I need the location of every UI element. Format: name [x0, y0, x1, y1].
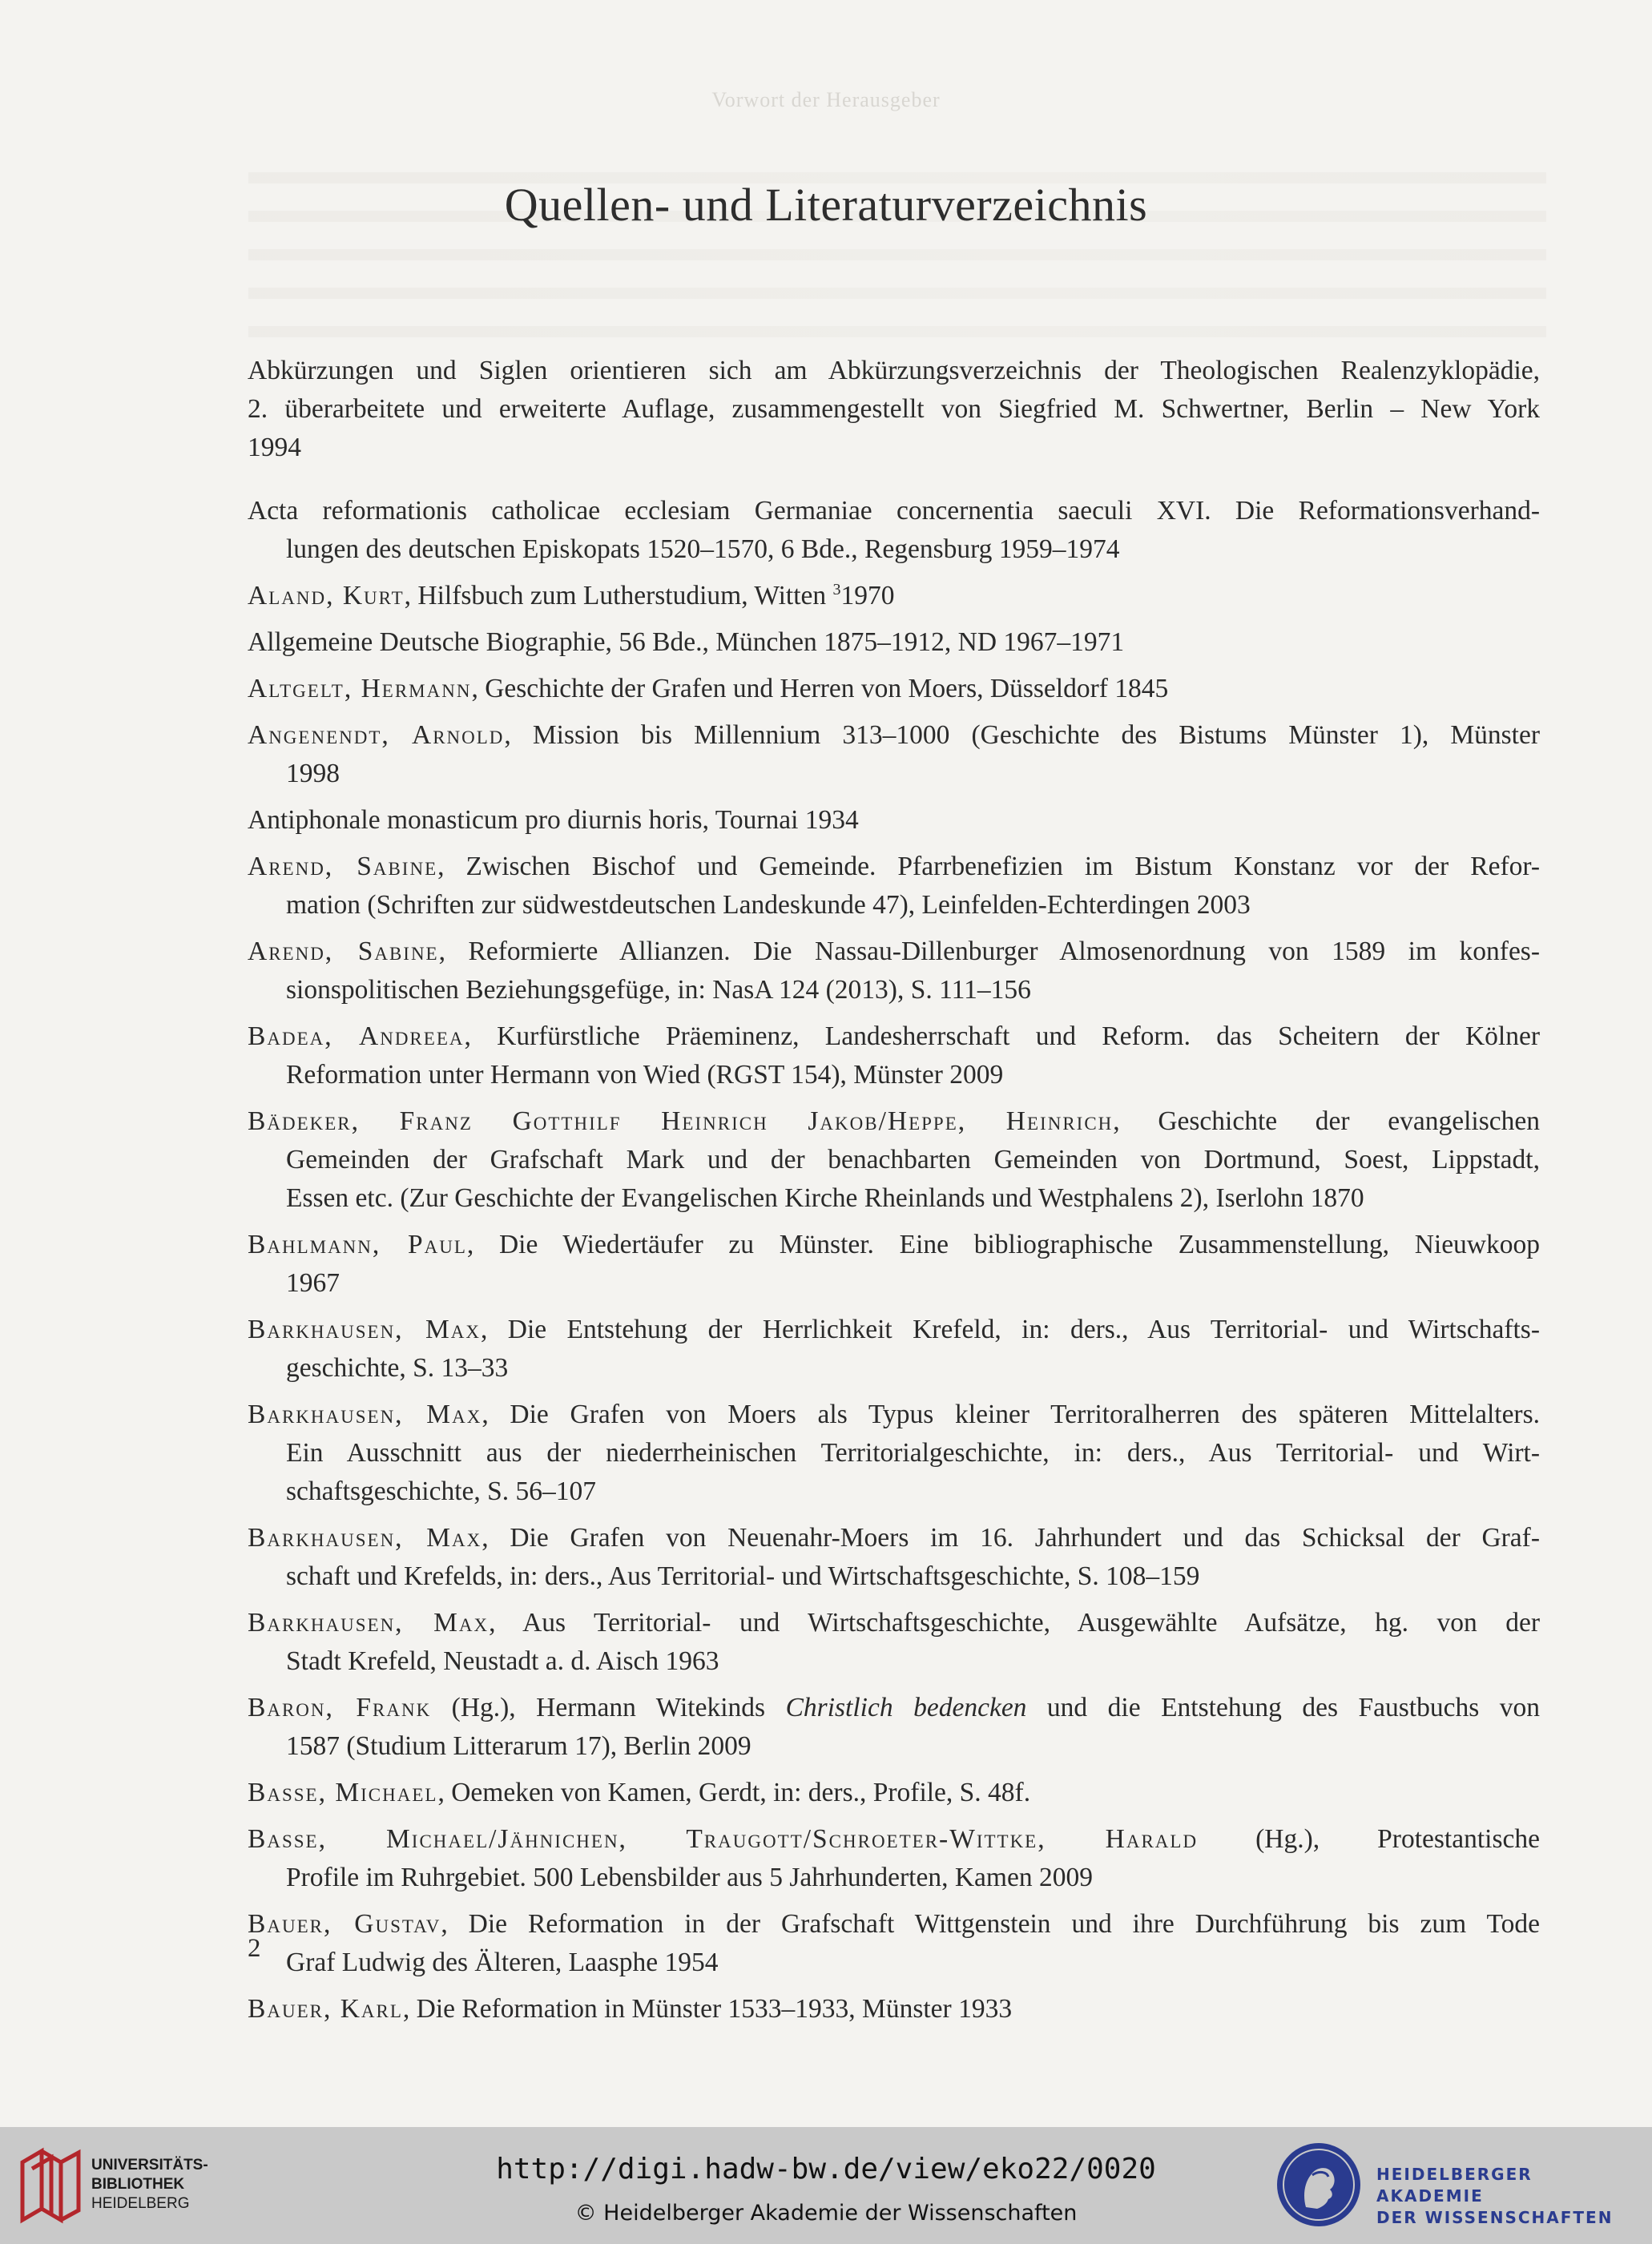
bibliography-entry	[248, 1604, 1540, 1681]
academy-logo[interactable]	[1274, 2135, 1642, 2236]
entry-line: Ein Ausschnitt aus der niederrheinischen Territorialgeschichte, in: ders., Aus Territorial- und Wirt-	[286, 1438, 1540, 1468]
entry-author: Arend, Sabine	[248, 852, 438, 881]
entry-line: Acta reformationis catholicae ecclesiam Germaniae concernentia saeculi XVI. Die Reformationsverhand-	[248, 496, 1540, 526]
entry-author: Basse, Michael/Jähnichen, Traugott/Schroeter-Wittke, Harald	[248, 1824, 1199, 1854]
bibliography-entry	[248, 1017, 1540, 1094]
bibliography-list	[248, 492, 1540, 2037]
entry-text: , Die Grafen von Moers als Typus kleiner Territoralherren des späteren Mittelalters.	[481, 1400, 1541, 1429]
entry-text: , Geschichte der evangelischen	[1113, 1106, 1541, 1136]
entry-text: und die Entstehung des Faustbuchs von	[1026, 1693, 1540, 1722]
bibliography-entry	[248, 801, 1540, 840]
entry-text: , Kurfürstliche Präeminenz, Landesherrschaft und Reform. das Scheitern der Kölner	[464, 1021, 1540, 1051]
entry-italic-title: Christlich bedencken	[785, 1693, 1027, 1722]
intro-line: 1994	[248, 433, 301, 462]
bibliography-entry	[248, 1519, 1540, 1596]
bibliography-entry	[248, 1990, 1540, 2028]
entry-author: Basse, Michael	[248, 1778, 438, 1807]
bibliography-entry	[248, 1820, 1540, 1897]
bibliography-entry	[248, 1102, 1540, 1218]
entry-text: , Die Reformation in der Grafschaft Wittgenstein und ihre Durchführung bis zum Tode	[441, 1909, 1540, 1939]
entry-author: Bauer, Gustav	[248, 1909, 441, 1939]
entry-author: Barkhausen, Max	[248, 1523, 482, 1553]
entry-author: Baron, Frank	[248, 1693, 432, 1722]
library-name-line: HEIDELBERG	[91, 2195, 190, 2212]
entry-text: , Hilfsbuch zum Lutherstudium, Witten	[404, 581, 833, 610]
library-name-line: BIBLIOTHEK	[91, 2176, 185, 2193]
entry-text: , Zwischen Bischof und Gemeinde. Pfarrbenefizien im Bistum Konstanz vor der Refor-	[437, 852, 1541, 881]
bibliography-entry	[248, 670, 1540, 708]
page-number: 2	[248, 1934, 261, 1963]
entry-line: schaft und Krefelds, in: ders., Aus Territorial- und Wirtschaftsgeschichte, S. 108–159	[286, 1561, 1200, 1591]
bibliography-entry	[248, 492, 1540, 569]
entry-text: , Oemeken von Kamen, Gerdt, in: ders., Profile, S. 48f.	[437, 1778, 1031, 1807]
entry-text: , Die Wiedertäufer zu Münster. Eine bibliographische Zusammenstellung, Nieuwkoop	[466, 1230, 1541, 1259]
bibliography-entry	[248, 1311, 1540, 1388]
entry-text: , Geschichte der Grafen und Herren von Moers, Düsseldorf 1845	[471, 674, 1169, 703]
entry-line: 1967	[286, 1268, 340, 1298]
entry-line: lungen des deutschen Episkopats 1520–1570, 6 Bde., Regensburg 1959–1974	[286, 534, 1120, 564]
academy-name-line: DER WISSENSCHAFTEN	[1376, 2208, 1614, 2227]
entry-author: Arend, Sabine	[248, 937, 439, 966]
bibliography-entry	[248, 716, 1540, 793]
intro-paragraph	[248, 352, 1540, 467]
bibliography-entry	[248, 1905, 1540, 1982]
academy-seal-icon	[1274, 2140, 1364, 2230]
entry-author: Altgelt, Hermann	[248, 674, 472, 703]
entry-line: Antiphonale monasticum pro diurnis horis, Tournai 1934	[248, 805, 859, 835]
bibliography-entry	[248, 933, 1540, 1009]
entry-line: Stadt Krefeld, Neustadt a. d. Aisch 1963	[286, 1646, 719, 1676]
entry-text: , Die Grafen von Neuenahr-Moers im 16. Jahrhundert und das Schicksal der Graf-	[481, 1523, 1540, 1553]
entry-line: sionspolitischen Beziehungsgefüge, in: NasA 124 (2013), S. 111–156	[286, 975, 1031, 1005]
entry-line: 1587 (Studium Litterarum 17), Berlin 2009	[286, 1731, 751, 1761]
entry-author: Badea, Andreea	[248, 1021, 465, 1051]
entry-text: 1970	[840, 581, 895, 610]
entry-line: Profile im Ruhrgebiet. 500 Lebensbilder aus 5 Jahrhunderten, Kamen 2009	[286, 1863, 1093, 1892]
entry-author: Angenendt, Arnold	[248, 720, 505, 750]
entry-line: geschichte, S. 13–33	[286, 1353, 509, 1383]
entry-line: Gemeinden der Grafschaft Mark und der benachbarten Gemeinden von Dortmund, Soest, Lippstadt,	[286, 1145, 1540, 1174]
entry-line: 1998	[286, 759, 340, 788]
bibliography-entry	[248, 577, 1540, 615]
entry-line: schaftsgeschichte, S. 56–107	[286, 1477, 597, 1506]
entry-text: , Die Reformation in Münster 1533–1933, Münster 1933	[402, 1994, 1013, 2024]
entry-line: Allgemeine Deutsche Biographie, 56 Bde., München 1875–1912, ND 1967–1971	[248, 627, 1125, 657]
copyright-notice: © Heidelberger Akademie der Wissenschaften	[574, 2201, 1078, 2226]
entry-text: , Reformierte Allianzen. Die Nassau-Dillenburger Almosenordnung von 1589 im konfes-	[438, 937, 1541, 966]
footer-bar	[0, 2127, 1652, 2244]
entry-text: (Hg.), Protestantische	[1198, 1824, 1540, 1854]
entry-author: Bädeker, Franz Gotthilf Heinrich Jakob/Heppe, Heinrich	[248, 1106, 1114, 1136]
entry-author: Bauer, Karl	[248, 1994, 403, 2024]
bibliography-entry	[248, 623, 1540, 662]
entry-text: , Die Entstehung der Herrlichkeit Krefeld, in: ders., Aus Territorial- und Wirtschafts-	[480, 1315, 1540, 1344]
entry-text: , Aus Territorial- und Wirtschaftsgeschichte, Ausgewählte Aufsätze, hg. von der	[489, 1608, 1540, 1638]
bibliography-entry	[248, 1689, 1540, 1766]
entry-author: Barkhausen, Max	[248, 1315, 481, 1344]
academy-name-line: HEIDELBERGER AKADEMIE	[1376, 2165, 1533, 2206]
bibliography-entry	[248, 848, 1540, 925]
entry-line: mation (Schriften zur südwestdeutschen Landeskunde 47), Leinfelden-Echterdingen 2003	[286, 890, 1251, 920]
entry-author: Barkhausen, Max	[248, 1608, 490, 1638]
entry-text: (Hg.), Hermann Witekinds	[431, 1693, 786, 1722]
library-name-line: UNIVERSITÄTS-	[91, 2157, 208, 2173]
entry-author: Barkhausen, Max	[248, 1400, 482, 1429]
permalink-url[interactable]: http://digi.hadw-bw.de/view/eko22/0020	[496, 2153, 1156, 2186]
entry-line: Graf Ludwig des Älteren, Laasphe 1954	[286, 1948, 719, 1977]
bibliography-entry	[248, 1226, 1540, 1303]
page-title: Quellen- und Literaturverzeichnis	[504, 179, 1148, 231]
entry-line: Reformation unter Hermann von Wied (RGST 154), Münster 2009	[286, 1060, 1004, 1090]
entry-author: Bahlmann, Paul	[248, 1230, 467, 1259]
entry-text: , Mission bis Millennium 313–1000 (Geschichte des Bistums Münster 1), Münster	[504, 720, 1540, 750]
academy-name	[1376, 2164, 1642, 2229]
intro-line: 2. überarbeitete und erweiterte Auflage, zusammengestellt von Siegfried M. Schwertner, Berlin – New York	[248, 394, 1540, 424]
entry-line: Essen etc. (Zur Geschichte der Evangelischen Kirche Rheinlands und Westphalens 2), Iserlohn 1870	[286, 1183, 1364, 1213]
bibliography-entry	[248, 1774, 1540, 1812]
entry-author: Aland, Kurt	[248, 581, 405, 610]
intro-line: Abkürzungen und Siglen orientieren sich am Abkürzungsverzeichnis der Theologischen Realenzyklopädie,	[248, 356, 1540, 385]
edition-superscript: 3	[832, 580, 841, 598]
bibliography-entry	[248, 1396, 1540, 1511]
show-through-running-head: Vorwort der Herausgeber	[711, 88, 941, 111]
